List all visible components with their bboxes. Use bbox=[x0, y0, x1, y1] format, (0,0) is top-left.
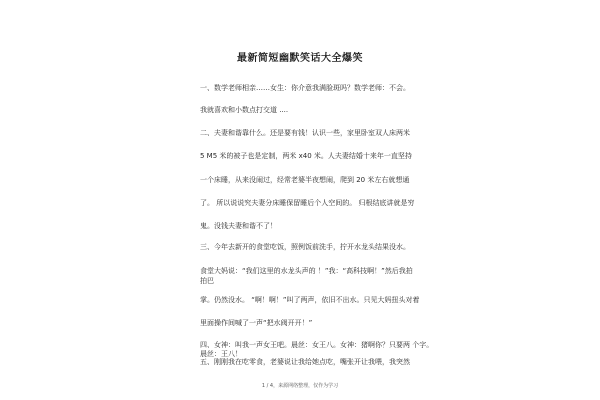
paragraph-line: 二、夫妻和谐靠什么。还是要有钱！认识一些，家里卧室双人床两米 bbox=[200, 129, 410, 137]
paragraph-line: 五、刚刚我在吃零食，老婆说让我给她点吃，嘴张开让我喂，我突然 bbox=[200, 358, 410, 366]
paragraph-line: 晨丝：王八！ bbox=[200, 350, 242, 358]
document-title: 最新简短幽默笑话大全爆笑 bbox=[237, 53, 363, 64]
paragraph-line: 拍巴 bbox=[200, 277, 214, 285]
paragraph-line: 三、今年去新开的食堂吃饭，照例饭前洗手，拧开水龙头结果没水。 bbox=[200, 243, 410, 251]
paragraph-line: 食堂大妈说：“我们这里的水龙头声的 ！”我：“高科技啊！”然后我拍 bbox=[200, 267, 413, 275]
page-footer: 1 / 4，来源网络整理，仅作为学习 bbox=[261, 383, 339, 389]
paragraph-line: 一、数学老师相亲……女生：你介意我满脸斑吗？数学老师：不会。 bbox=[200, 84, 410, 92]
paragraph-line: 了。 所以说说究夫妻分床睡保留睡后个人空间的。 归根结底讲就是穷 bbox=[200, 199, 415, 207]
paragraph-line: 鬼。没钱夫妻和谐不了！ bbox=[200, 222, 277, 230]
paragraph-line: 掌。仍然没水。 “啊！啊！”叫了两声，依旧不出水。只见大妈扭头对着 bbox=[200, 296, 420, 304]
paragraph-line: 四、女神：叫我一声女王吧。晨丝：女王八。女神：猪啊你？只要两 个字。 bbox=[200, 341, 434, 349]
paragraph-line: 里面操作间喊了一声“把水阀开开！” bbox=[200, 319, 313, 327]
paragraph-line: 一个床睡，从来没闹过，经常老婆半夜想闹，爬到 20 米左右就想通 bbox=[200, 176, 410, 184]
paragraph-line: 我就喜欢和小数点打交道 .... bbox=[200, 106, 289, 114]
paragraph-line: 5 M5 米的被子也是定制，两米 x40 米。人夫妻结婚十来年一直坚持 bbox=[200, 152, 412, 160]
